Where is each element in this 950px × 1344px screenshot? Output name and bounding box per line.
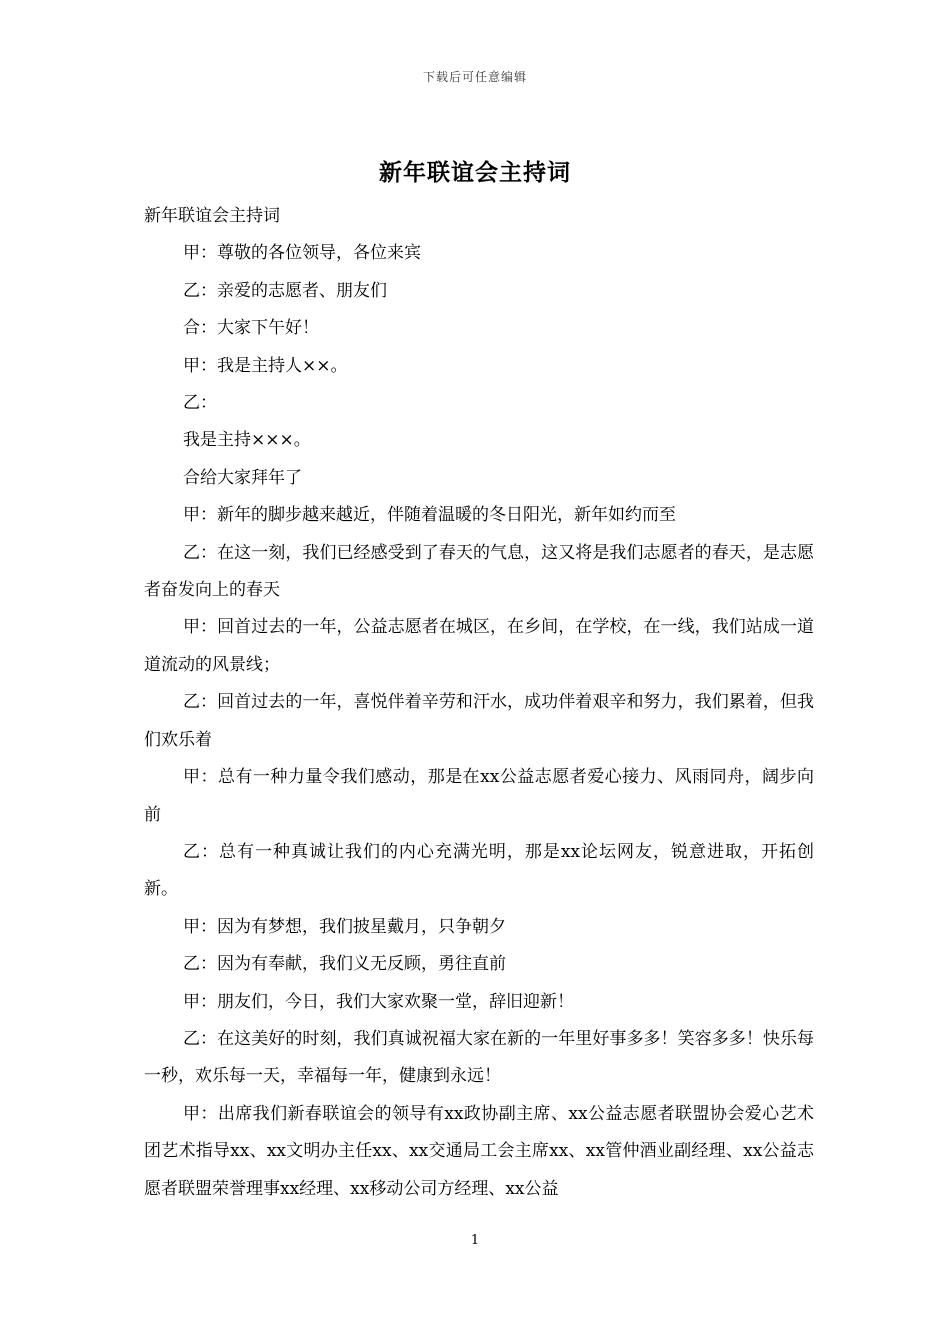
document-body bbox=[144, 198, 814, 1208]
header-note: 下载后可任意编辑 bbox=[422, 70, 527, 84]
paragraph-9: 乙：在这一刻，我们已经感受到了春天的气息，这又将是我们志愿者的春天，是志愿者奋发向上的春天 bbox=[144, 542, 814, 601]
paragraph-1: 甲：尊敬的各位领导，各位来宾 bbox=[183, 243, 421, 264]
paragraph-15: 乙：因为有奉献，我们义无反顾，勇往直前 bbox=[183, 954, 506, 975]
paragraph-13: 乙：总有一种真诚让我们的内心充满光明，那是xx论坛网友，锐意进取，开拓创新。 bbox=[144, 841, 814, 900]
paragraph-2: 乙：亲爱的志愿者、朋友们 bbox=[183, 280, 387, 301]
paragraph-8: 甲：新年的脚步越来越近，伴随着温暖的冬日阳光，新年如约而至 bbox=[183, 505, 676, 526]
paragraph-16: 甲：朋友们，今日，我们大家欢聚一堂，辞旧迎新！ bbox=[183, 991, 574, 1012]
paragraph-7: 合给大家拜年了 bbox=[183, 467, 302, 488]
paragraph-3: 合：大家下午好！ bbox=[183, 318, 319, 339]
paragraph-14: 甲：因为有梦想，我们披星戴月，只争朝夕 bbox=[183, 916, 506, 937]
paragraph-10: 甲：回首过去的一年，公益志愿者在城区，在乡间，在学校，在一线，我们站成一道道流动的风景线； bbox=[144, 617, 814, 675]
paragraph-17: 乙：在这美好的时刻，我们真诚祝福大家在新的一年里好事多多！笑容多多！快乐每一秒，欢乐每一天，幸福每一年，健康到永远！ bbox=[144, 1028, 814, 1087]
paragraph-0: 新年联谊会主持词 bbox=[144, 206, 280, 226]
paragraph-6: 我是主持×××。 bbox=[183, 430, 311, 451]
paragraph-4: 甲：我是主持人××。 bbox=[183, 355, 348, 376]
paragraph-5: 乙： bbox=[183, 393, 217, 414]
paragraph-12: 甲：总有一种力量令我们感动，那是在xx公益志愿者爱心接力、风雨同舟，阔步向前 bbox=[144, 767, 814, 825]
page-number: 1 bbox=[470, 1233, 480, 1248]
paragraph-11: 乙：回首过去的一年，喜悦伴着辛劳和汗水，成功伴着艰辛和努力，我们累着，但我们欢乐着 bbox=[144, 692, 814, 750]
paragraph-18: 甲：出席我们新春联谊会的领导有xx政协副主席、xx公益志愿者联盟协会爱心艺术团艺术指导xx、xx文明办主任xx、xx交通局工会主席xx、xx管仲酒业副经理、xx公益志愿者联盟荣誉理事xx经理、xx移动公司方经理、xx公益 bbox=[144, 1103, 814, 1199]
document-title: 新年联谊会主持词 bbox=[379, 159, 571, 186]
